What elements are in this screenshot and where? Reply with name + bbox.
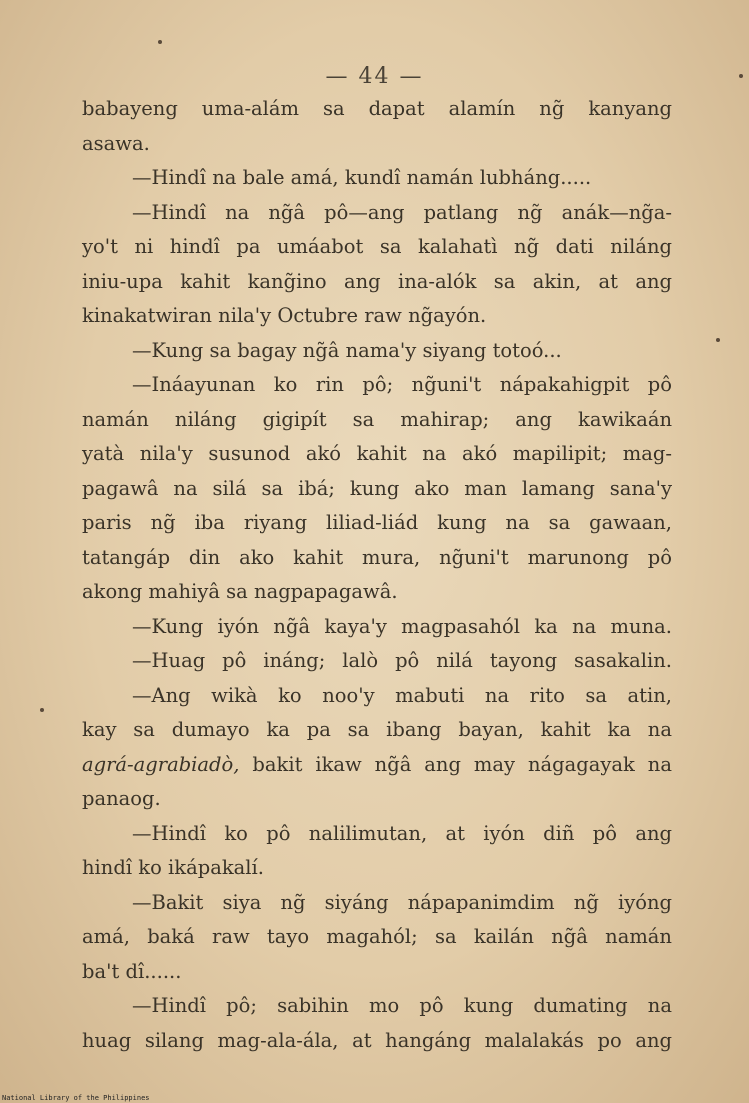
text-line: hindî ko ikápakalí.: [82, 856, 264, 879]
text-line: babayeng uma-alám sa dapat alamín ng̃ kanyang: [82, 97, 672, 120]
text-line: kinakatwiran nila'y Octubre raw ng̃ayón.: [82, 304, 487, 327]
text-line: amá, baká raw tayo magahól; sa kailán ng̃â namán: [82, 925, 672, 948]
text-line: —Ang wikà ko noo'y mabuti na rito sa atin,: [132, 683, 672, 707]
paper-speck: [716, 338, 720, 342]
text-line: —Bakit siya ng̃ siyáng nápapanimdim ng̃ iyóng: [132, 890, 672, 914]
text-line: yatà nila'y susunod akó kahit na akó mapilipit; mag-: [82, 442, 672, 465]
text-line: yo't ni hindî pa umáabot sa kalahatì ng̃ dati niláng: [82, 235, 672, 258]
text-line: ba't dî......: [82, 959, 182, 983]
paper-speck: [40, 708, 44, 712]
text-line: akong mahiyâ sa nagpapagawâ.: [82, 580, 398, 603]
text-line: namán niláng gigipít sa mahirap; ang kawikaán: [82, 407, 672, 431]
text-line: —Ináayunan ko rin pô; ng̃uni't nápakahigpit pô: [132, 373, 672, 396]
text-line: iniu-upa kahit kang̃ino ang ina-alók sa akin, at ang: [82, 269, 672, 293]
paper-speck: [739, 74, 743, 78]
text-line: tatangáp din ako kahit mura, ng̃uni't marunong pô: [82, 545, 672, 569]
library-credit: National Library of the Philippines: [2, 1094, 150, 1102]
page-number: — 44 —: [325, 64, 424, 89]
text-line: panaog.: [82, 787, 161, 810]
text-line: agrá-agrabiadò, bakit ikaw ng̃â ang may nágagayak na: [82, 752, 672, 776]
text-line: —Hindî na bale amá, kundî namán lubháng.....: [132, 166, 592, 189]
text-line: kay sa dumayo ka pa sa ibang bayan, kahit ka na: [82, 718, 672, 741]
text-line: —Hindî na ng̃â pô—ang patlang ng̃ anák—ng̃a-: [132, 200, 672, 224]
text-line: huag silang mag-ala-ála, at hangáng malalakás po ang: [82, 1028, 672, 1052]
text-line: —Hindî pô; sabihin mo pô kung dumating na: [132, 994, 672, 1017]
text-line: paris ng̃ iba riyang liliad-liád kung na sa gawaan,: [82, 511, 672, 534]
text-line: —Kung sa bagay ng̃â nama'y siyang totoó...: [132, 338, 562, 362]
text-line: —Kung iyón ng̃â kaya'y magpasahól ka na muna.: [132, 614, 672, 638]
paper-speck: [158, 40, 162, 44]
text-line: —Hindî ko pô nalilimutan, at iyón diñ pô ang: [132, 821, 672, 845]
body-text: [82, 92, 672, 1058]
text-line: asawa.: [82, 131, 150, 155]
text-line: pagawâ na silá sa ibá; kung ako man lamang sana'y: [82, 476, 672, 500]
text-line: —Huag pô ináng; lalò pô nilá tayong sasakalin.: [132, 649, 672, 672]
